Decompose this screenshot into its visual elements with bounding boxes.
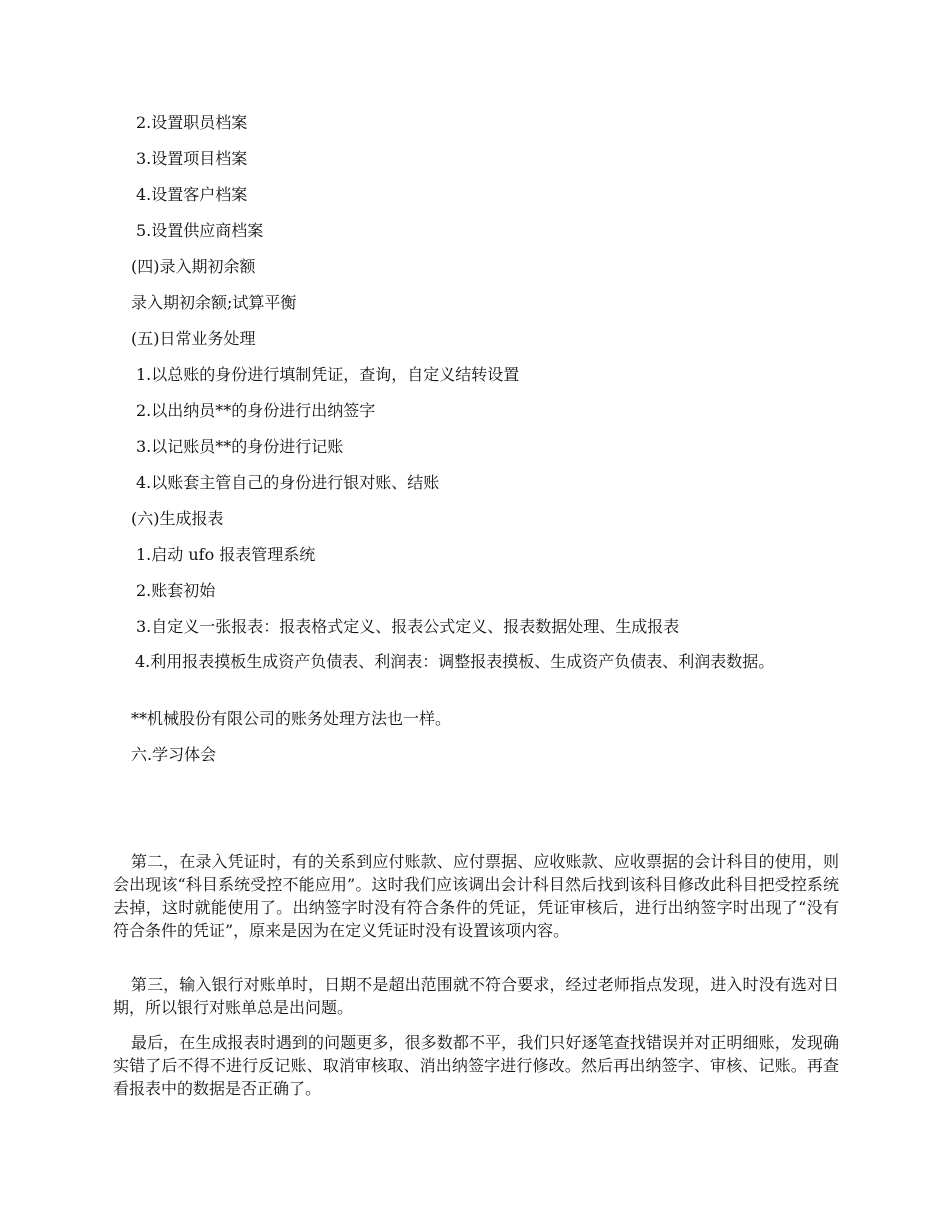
outline-item-fill-voucher: 1.以总账的身份进行填制凭证，查询，自定义结转设置: [136, 365, 520, 384]
paragraph-finally: 最后，在生成报表时遇到的问题更多，很多数都不平，我们只好逐笔查找错误并对正明细账，发现确实错了后不得不进行反记账、取消审核取、消出纳签字进行修改。然后再出纳签字、审核、记账。再查看报表中的数据是否正确了。: [113, 1033, 839, 1098]
outline-item-start-ufo: 1.启动 ufo 报表管理系统: [136, 545, 316, 564]
outline-item-set-supplier-archive: 5.设置供应商档案: [136, 221, 264, 240]
outline-item-bookkeeping: 3.以记账员**的身份进行记账: [136, 437, 344, 456]
outline-item-bank-reconcile-close: 4.以账套主管自己的身份进行银对账、结账: [136, 473, 440, 492]
outline-item-account-init: 2.账套初始: [136, 581, 216, 600]
section-heading-daily-business: (五)日常业务处理: [131, 329, 256, 348]
paragraph-second: 第二，在录入凭证时，有的关系到应付账款、应付票据、应收账款、应收票据的会计科目的使用，则会出现该“科目系统受控不能应用”。这时我们应该调出会计科目然后找到该科目修改此科目把受控系统去掉，这时就能使用了。出纳签字时没有符合条件的凭证，凭证审核后，进行出纳签字时出现了“没有符合条件的凭证”，原来是因为在定义凭证时没有设置该项内容。: [113, 852, 839, 940]
outline-item-set-staff-archive: 2.设置职员档案: [136, 113, 248, 132]
section-heading-learning: 六.学习体会: [131, 745, 217, 764]
outline-item-opening-balance-trial: 录入期初余额;试算平衡: [131, 293, 297, 312]
outline-item-report-template: 4.利用报表摸板生成资产负债表、利润表：调整报表摸板、生成资产负债表、利润表数据。: [135, 652, 775, 671]
paragraph-third: 第三，输入银行对账单时，日期不是超出范围就不符合要求，经过老师指点发现，进入时没有选对日期，所以银行对账单总是出问题。: [113, 975, 839, 1017]
section-heading-opening-balance: (四)录入期初余额: [131, 257, 256, 276]
outline-item-set-project-archive: 3.设置项目档案: [136, 149, 248, 168]
outline-item-set-customer-archive: 4.设置客户档案: [136, 185, 248, 204]
section-heading-generate-reports: (六)生成报表: [131, 509, 224, 528]
outline-item-custom-report: 3.自定义一张报表：报表格式定义、报表公式定义、报表数据处理、生成报表: [136, 617, 680, 636]
note-same-method: **机械股份有限公司的账务处理方法也一样。: [131, 709, 452, 728]
outline-item-cashier-sign: 2.以出纳员**的身份进行出纳签字: [136, 401, 376, 420]
